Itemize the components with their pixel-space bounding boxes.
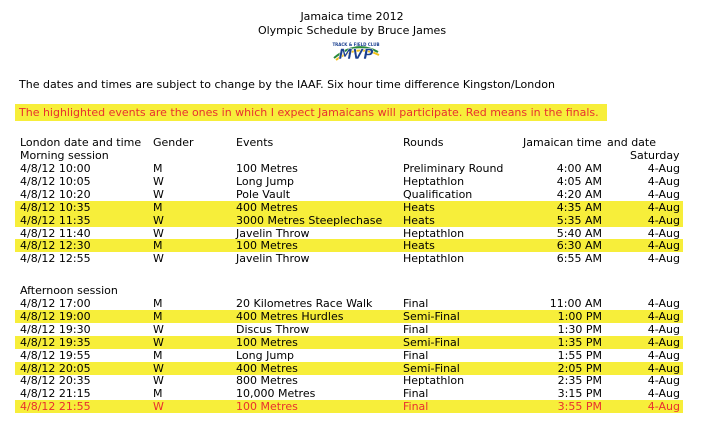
cell-jamaican-time: 6:55 AM	[556, 252, 602, 266]
cell-event: Long Jump	[236, 174, 295, 188]
table-row	[15, 362, 683, 375]
table-row	[15, 323, 683, 336]
cell-london-date: 4/8/12 19:55	[20, 348, 91, 362]
cell-event: 100 Metres	[236, 400, 298, 414]
cell-gender: W	[153, 187, 164, 201]
cell-round: Final	[403, 322, 429, 336]
cell-jamaican-time: 3:15 PM	[557, 387, 602, 401]
cell-event: Long Jump	[236, 348, 295, 362]
table-row	[15, 387, 683, 400]
table-row	[15, 374, 683, 387]
cell-gender: M	[153, 162, 163, 175]
cell-jamaican-time: 5:40 AM	[556, 226, 602, 240]
cell-jamaican-time: 5:35 AM	[556, 213, 602, 227]
document-title: Jamaica time 2012	[300, 10, 404, 23]
cell-jamaican-time: 6:30 AM	[556, 239, 602, 253]
cell-gender: M	[153, 239, 163, 253]
svg-text:MVP: MVP	[338, 47, 374, 62]
table-row	[15, 227, 683, 240]
cell-london-date: 4/8/12 19:30	[20, 322, 91, 336]
cell-london-date: 4/8/12 17:00	[20, 297, 91, 310]
cell-jamaican-time: 4:20 AM	[556, 187, 602, 201]
cell-round: Heats	[403, 213, 435, 227]
afternoon-session-label: Afternoon session	[20, 284, 118, 297]
cell-jamaican-time: 4:05 AM	[556, 174, 602, 188]
cell-london-date: 4/8/12 12:55	[20, 252, 91, 266]
cell-event: 100 Metres	[236, 335, 298, 349]
svg-text:TRACK & FIELD CLUB: TRACK & FIELD CLUB	[332, 42, 380, 47]
table-row	[15, 175, 683, 188]
cell-event: Pole Vault	[236, 187, 291, 201]
cell-round: Heptathlon	[403, 374, 465, 388]
cell-london-date: 4/8/12 10:00	[20, 162, 91, 175]
cell-event: 100 Metres	[236, 239, 298, 253]
cell-round: Qualification	[403, 187, 473, 201]
cell-jamaican-date: 4-Aug	[647, 361, 680, 375]
cell-london-date: 4/8/12 19:00	[20, 309, 91, 323]
table-row	[15, 188, 683, 201]
cell-round: Final	[403, 348, 429, 362]
header-jamaican-time: Jamaican time	[523, 136, 602, 149]
cell-event: Javelin Throw	[236, 226, 310, 240]
cell-jamaican-date: 4-Aug	[647, 200, 680, 214]
cell-jamaican-time: 2:35 PM	[557, 374, 602, 388]
cell-event: 3000 Metres Steeplechase	[236, 213, 383, 227]
cell-jamaican-date: 4-Aug	[647, 309, 680, 323]
cell-round: Preliminary Round	[403, 162, 504, 175]
cell-jamaican-time: 4:00 AM	[556, 162, 602, 175]
cell-gender: W	[153, 213, 164, 227]
cell-london-date: 4/8/12 11:40	[20, 226, 91, 240]
cell-jamaican-date: 4-Aug	[647, 374, 680, 388]
cell-event: 800 Metres	[236, 374, 298, 388]
cell-round: Final	[403, 387, 429, 401]
morning-session-label: Morning session	[20, 149, 109, 162]
cell-event: Javelin Throw	[236, 252, 310, 266]
cell-london-date: 4/8/12 21:55	[20, 400, 91, 414]
schedule-disclaimer: The dates and times are subject to change by the IAAF. Six hour time difference Kingston/London	[19, 78, 555, 91]
cell-jamaican-date: 4-Aug	[647, 322, 680, 336]
cell-london-date: 4/8/12 20:35	[20, 374, 91, 388]
table-row	[15, 297, 683, 310]
table-row	[15, 252, 683, 265]
table-row	[15, 201, 683, 214]
cell-jamaican-date: 4-Aug	[647, 239, 680, 253]
cell-jamaican-date: 4-Aug	[647, 226, 680, 240]
cell-round: Semi-Final	[403, 309, 460, 323]
cell-event: 400 Metres Hurdles	[236, 309, 344, 323]
cell-jamaican-time: 1:55 PM	[557, 348, 602, 362]
cell-london-date: 4/8/12 19:35	[20, 335, 91, 349]
cell-jamaican-date: 4-Aug	[647, 213, 680, 227]
cell-event: 20 Kilometres Race Walk	[236, 297, 373, 310]
cell-jamaican-date: 4-Aug	[647, 187, 680, 201]
header-saturday: Saturday	[630, 149, 680, 162]
cell-jamaican-date: 4-Aug	[647, 348, 680, 362]
table-row	[15, 162, 683, 175]
header-london-date-time: London date and time	[20, 136, 142, 149]
cell-event: 400 Metres	[236, 361, 298, 375]
cell-round: Semi-Final	[403, 335, 460, 349]
cell-london-date: 4/8/12 12:30	[20, 239, 91, 253]
cell-gender: M	[153, 387, 163, 401]
cell-gender: W	[153, 400, 164, 414]
table-row	[15, 336, 683, 349]
cell-jamaican-date: 4-Aug	[647, 400, 680, 414]
cell-gender: W	[153, 174, 164, 188]
cell-gender: W	[153, 322, 164, 336]
cell-jamaican-time: 1:00 PM	[557, 309, 602, 323]
cell-round: Heptathlon	[403, 174, 465, 188]
header-gender: Gender	[153, 136, 194, 149]
cell-round: Semi-Final	[403, 361, 460, 375]
cell-london-date: 4/8/12 20:05	[20, 361, 91, 375]
cell-round: Heptathlon	[403, 252, 465, 266]
cell-jamaican-time: 1:30 PM	[557, 322, 602, 336]
cell-jamaican-date: 4-Aug	[647, 387, 680, 401]
header-rounds: Rounds	[403, 136, 444, 149]
header-events: Events	[236, 136, 274, 149]
table-row	[15, 239, 683, 252]
mvp-club-logo	[331, 38, 381, 62]
table-row	[15, 349, 683, 362]
cell-round: Heptathlon	[403, 226, 465, 240]
cell-gender: M	[153, 200, 163, 214]
cell-jamaican-date: 4-Aug	[647, 297, 680, 310]
cell-event: 100 Metres	[236, 162, 298, 175]
cell-jamaican-time: 2:05 PM	[557, 361, 602, 375]
table-row	[15, 214, 683, 227]
cell-event: Discus Throw	[236, 322, 310, 336]
cell-gender: M	[153, 348, 163, 362]
cell-round: Final	[403, 400, 429, 414]
table-row	[15, 400, 683, 413]
cell-jamaican-date: 4-Aug	[647, 174, 680, 188]
cell-jamaican-time: 4:35 AM	[556, 200, 602, 214]
cell-london-date: 4/8/12 10:20	[20, 187, 91, 201]
cell-jamaican-date: 4-Aug	[647, 335, 680, 349]
cell-jamaican-date: 4-Aug	[647, 162, 680, 175]
cell-gender: W	[153, 335, 164, 349]
cell-gender: W	[153, 361, 164, 375]
highlight-legend-note: The highlighted events are the ones in which I expect Jamaicans will participate. Red means in the finals.	[15, 104, 607, 121]
cell-jamaican-time: 1:35 PM	[557, 335, 602, 349]
document-subtitle: Olympic Schedule by Bruce James	[257, 24, 447, 37]
cell-gender: W	[153, 374, 164, 388]
table-row	[15, 310, 683, 323]
cell-round: Heats	[403, 200, 435, 214]
cell-jamaican-time: 11:00 AM	[549, 297, 602, 310]
cell-round: Final	[403, 297, 429, 310]
cell-round: Heats	[403, 239, 435, 253]
cell-event: 10,000 Metres	[236, 387, 316, 401]
cell-gender: M	[153, 297, 163, 310]
cell-london-date: 4/8/12 10:35	[20, 200, 91, 214]
cell-event: 400 Metres	[236, 200, 298, 214]
header-and-date: and date	[607, 136, 656, 149]
cell-gender: W	[153, 226, 164, 240]
cell-london-date: 4/8/12 11:35	[20, 213, 91, 227]
cell-gender: M	[153, 309, 163, 323]
cell-london-date: 4/8/12 10:05	[20, 174, 91, 188]
cell-jamaican-date: 4-Aug	[647, 252, 680, 266]
cell-gender: W	[153, 252, 164, 266]
cell-jamaican-time: 3:55 PM	[557, 400, 602, 414]
cell-london-date: 4/8/12 21:15	[20, 387, 91, 401]
